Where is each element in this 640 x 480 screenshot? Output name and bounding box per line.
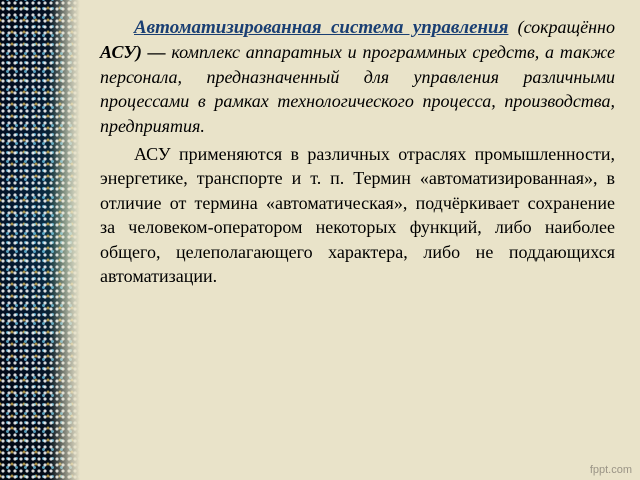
definition-paragraph [100, 15, 615, 138]
slide-content [100, 15, 615, 288]
watermark-text: fppt.com [589, 464, 632, 476]
definition-text: комплекс аппаратных и программных средств, а также персонала, предназначенный для управления различными процессами в рамках технологического процесса, производства, предприятия. [100, 42, 615, 136]
term-heading: Автоматизированная система управления [134, 17, 509, 38]
abbr-text: АСУ) — [100, 42, 166, 63]
usage-paragraph: АСУ применяются в различных отраслях промышленности, энергетике, транспорте и т. п. Термин «автоматизированная», в отличие от термина «автоматическая», подчёркивает сохранение за человеком-оператором некоторых функций, либо наиболее общего, целеполагающего характера, либо не поддающихся автоматизации. [100, 144, 615, 287]
abbr-intro: (сокращённо [508, 17, 615, 37]
side-decoration [0, 0, 80, 480]
